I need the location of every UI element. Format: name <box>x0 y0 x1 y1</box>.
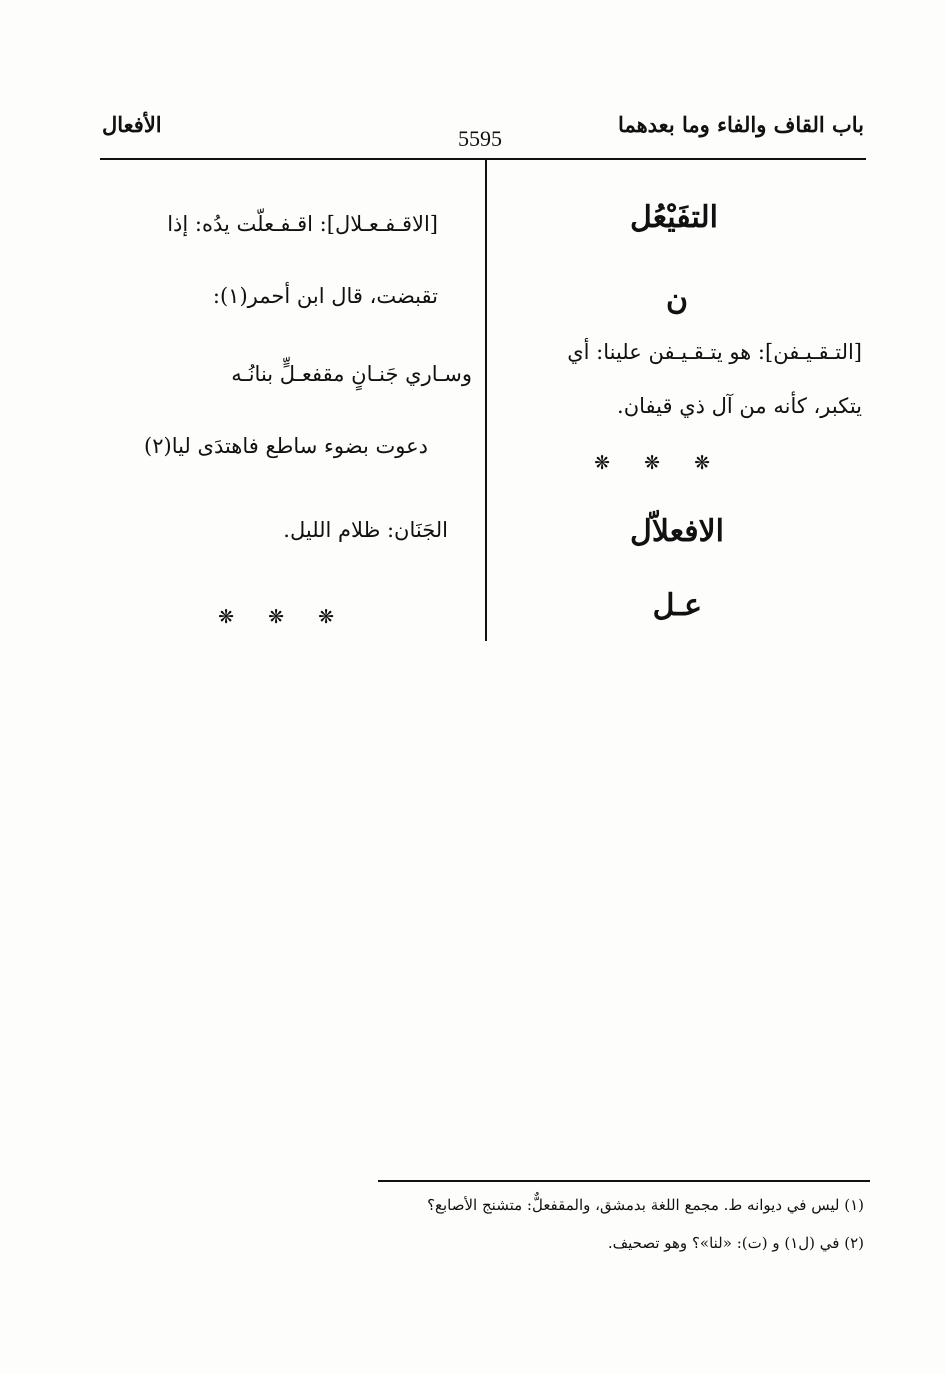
column-divider <box>485 158 487 641</box>
section-heading-ifillal: الافعلاّل <box>630 514 724 549</box>
entry-taqayfun-line1: [التـقـيـفن]: هو يتـقـيـفن علينا: أي <box>567 340 862 364</box>
footnote-1: (١) ليس في ديوانه ط. مجمع اللغة بدمشق، والمقفعلٌّ: متشنج الأصابع؟ <box>427 1196 864 1214</box>
section-separator-stars: ❋ ❋ ❋ <box>218 606 348 628</box>
page-number: 5595 <box>458 126 502 151</box>
header-rule <box>100 158 866 160</box>
verse-first-hemistich: وسـاري جَنـانٍ مقفعـلٍّ بنانُـه <box>231 362 472 386</box>
section-separator-stars: ❋ ❋ ❋ <box>594 452 724 474</box>
section-heading-tafayul: التفَيْعُل <box>630 200 718 235</box>
root-letters-ayn-lam: عـل <box>652 588 702 623</box>
footnote-rule <box>378 1180 870 1182</box>
root-letter-nun: ن <box>665 282 688 317</box>
gloss-janan: الجَنَان: ظلام الليل. <box>283 518 448 542</box>
running-header-section: الأفعال <box>102 112 162 137</box>
verse-second-hemistich: دعوت بضوء ساطع فاهتدَى ليا(٢) <box>144 434 428 458</box>
entry-taqayfun-line2: يتكبر، كأنه من آل ذي قيفان. <box>617 394 862 418</box>
entry-iqfilal-line2: تقبضت، قال ابن أحمر(١): <box>212 284 438 308</box>
footnote-2: (٢) في (ل١) و (ت): «لنا»؟ وهو تصحيف. <box>607 1234 864 1252</box>
running-header-chapter: باب القاف والفاء وما بعدهما <box>618 112 864 137</box>
entry-iqfilal-line1: [الاقـفـعـلال]: اقـفـعلّت يدُه: إذا <box>167 212 438 236</box>
